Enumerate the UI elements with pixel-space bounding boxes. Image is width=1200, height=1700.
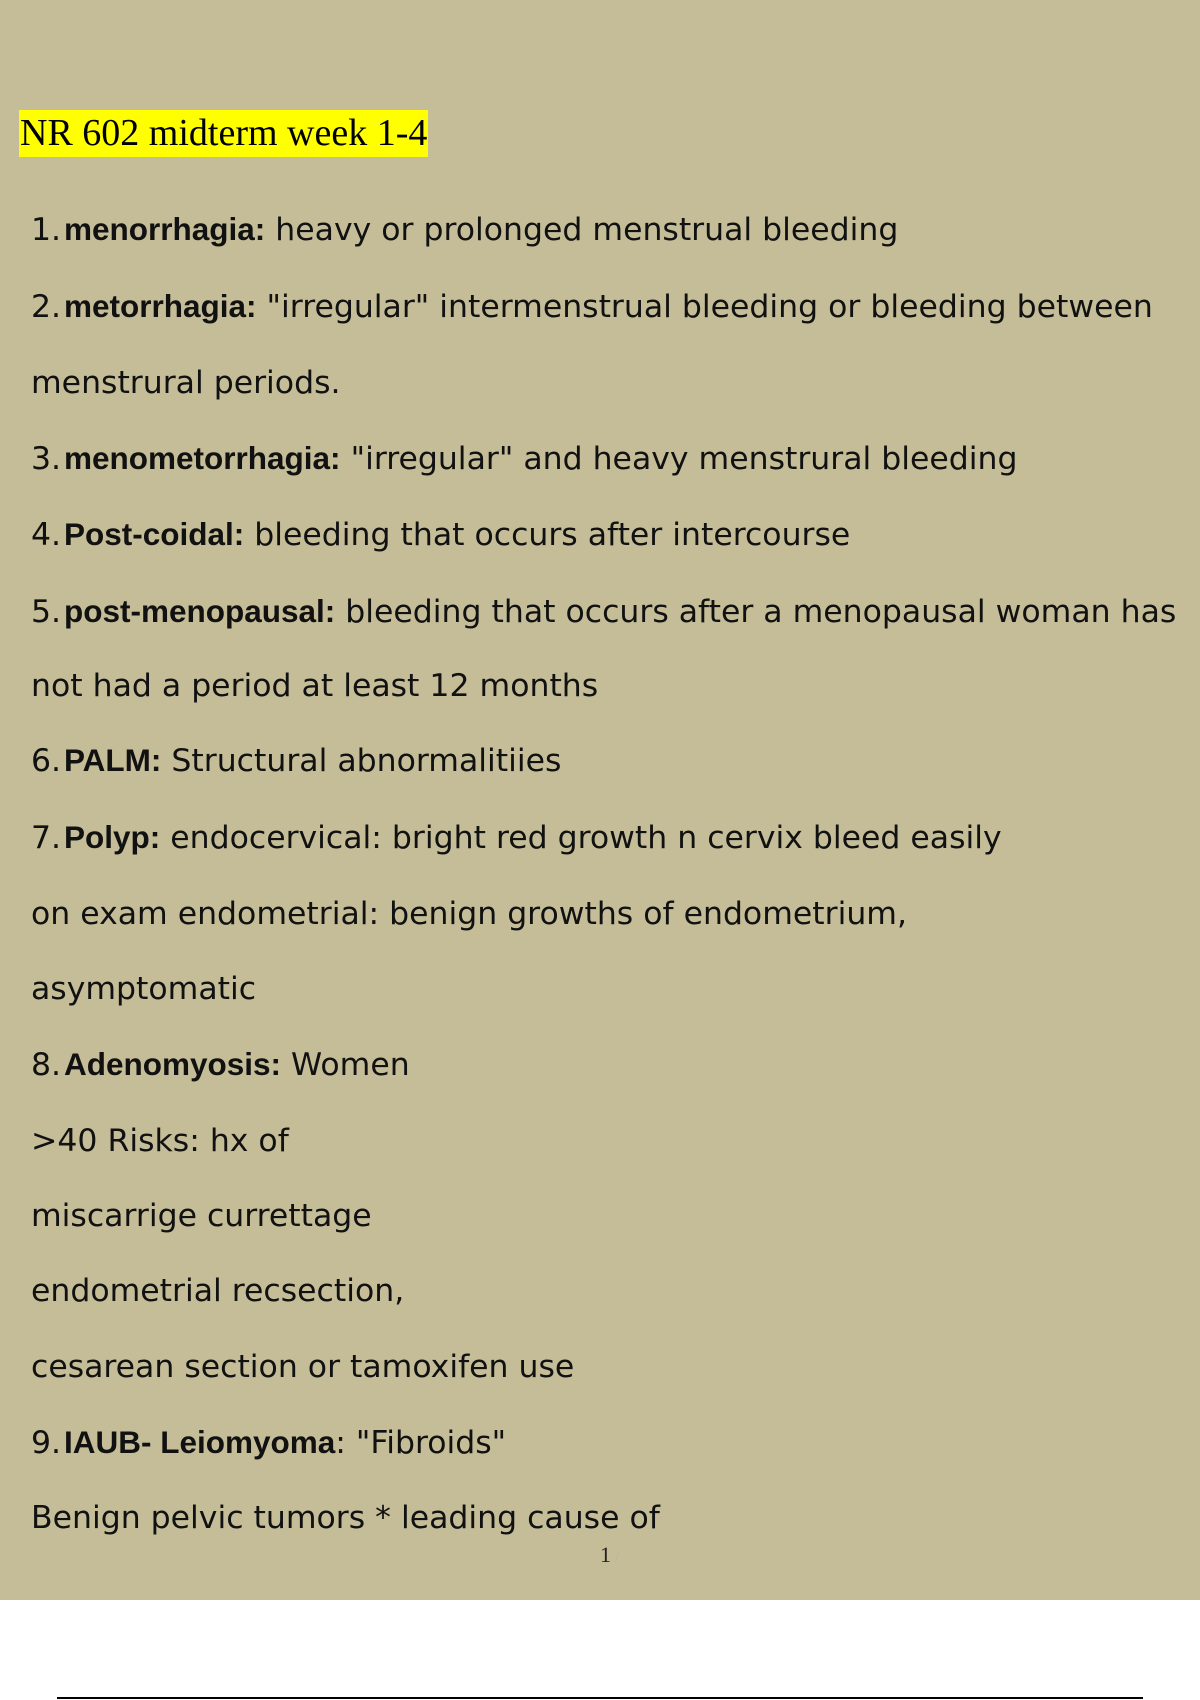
item-term: post-menopausal: — [64, 593, 336, 629]
list-item — [31, 591, 1176, 632]
list-item-continuation — [31, 1121, 289, 1161]
item-text: bleeding that occurs after a menopausal woman has — [335, 594, 1177, 630]
item-term: PALM: — [64, 742, 162, 778]
list-item-continuation — [31, 1196, 372, 1236]
item-text: endometrial recsection, — [31, 1273, 405, 1309]
item-number: 3. — [31, 441, 62, 477]
list-item-continuation — [31, 969, 256, 1009]
item-number: 8. — [31, 1047, 62, 1083]
item-term: Adenomyosis: — [64, 1046, 282, 1082]
item-text: not had a period at least 12 months — [31, 668, 599, 704]
item-text: on exam endometrial: benign growths of endometrium, — [31, 896, 907, 932]
list-item — [31, 740, 561, 781]
list-item-continuation — [31, 666, 598, 706]
item-text: bleeding that occurs after intercourse — [244, 517, 851, 553]
item-number: 4. — [31, 517, 62, 553]
item-text: miscarrige currettage — [31, 1198, 372, 1234]
document-title: NR 602 midterm week 1-4 — [19, 110, 428, 157]
list-item — [31, 438, 1017, 479]
page-number — [600, 1542, 619, 1571]
page-number-value: 1 — [600, 1542, 611, 1567]
item-term: menometorrhagia: — [64, 440, 341, 476]
item-term: IAUB- Leiomyoma — [64, 1424, 336, 1460]
list-item-continuation — [31, 1271, 404, 1311]
item-text: "irregular" intermenstrual bleeding or bleeding between — [256, 289, 1153, 325]
list-item — [31, 209, 898, 250]
item-number: 2. — [31, 289, 62, 325]
item-text: >40 Risks: hx of — [31, 1123, 289, 1159]
item-text: asymptomatic — [31, 971, 257, 1007]
item-number: 9. — [31, 1425, 62, 1461]
item-text: Women — [281, 1047, 410, 1083]
item-text: : "Fibroids" — [335, 1425, 507, 1461]
item-text: cesarean section or tamoxifen use — [31, 1349, 575, 1385]
item-text: heavy or prolonged menstrual bleeding — [265, 212, 899, 248]
list-item — [31, 514, 850, 555]
list-item — [31, 1422, 506, 1463]
page-number-separator: / — [615, 1549, 620, 1566]
item-text: Benign pelvic tumors * leading cause of — [31, 1500, 660, 1536]
item-text: Structural abnormalitiies — [161, 743, 562, 779]
item-text: endocervical: bright red growth n cervix bleed easily — [160, 820, 1002, 856]
item-number: 7. — [31, 820, 62, 856]
list-item-continuation — [31, 894, 907, 934]
list-item — [31, 1044, 410, 1085]
item-term: Post-coidal: — [64, 516, 245, 552]
list-item-continuation — [31, 1498, 660, 1538]
list-item-continuation — [31, 363, 341, 403]
item-text: "irregular" and heavy menstrural bleeding — [340, 441, 1018, 477]
item-text: menstrural periods. — [31, 365, 341, 401]
item-number: 1. — [31, 212, 62, 248]
list-item — [31, 817, 1002, 858]
item-term: metorrhagia: — [64, 288, 257, 324]
item-term: menorrhagia: — [64, 211, 266, 247]
list-item-continuation — [31, 1347, 574, 1387]
item-number: 5. — [31, 594, 62, 630]
item-number: 6. — [31, 743, 62, 779]
page-divider — [57, 1697, 1143, 1699]
item-term: Polyp: — [64, 819, 161, 855]
list-item — [31, 286, 1153, 327]
